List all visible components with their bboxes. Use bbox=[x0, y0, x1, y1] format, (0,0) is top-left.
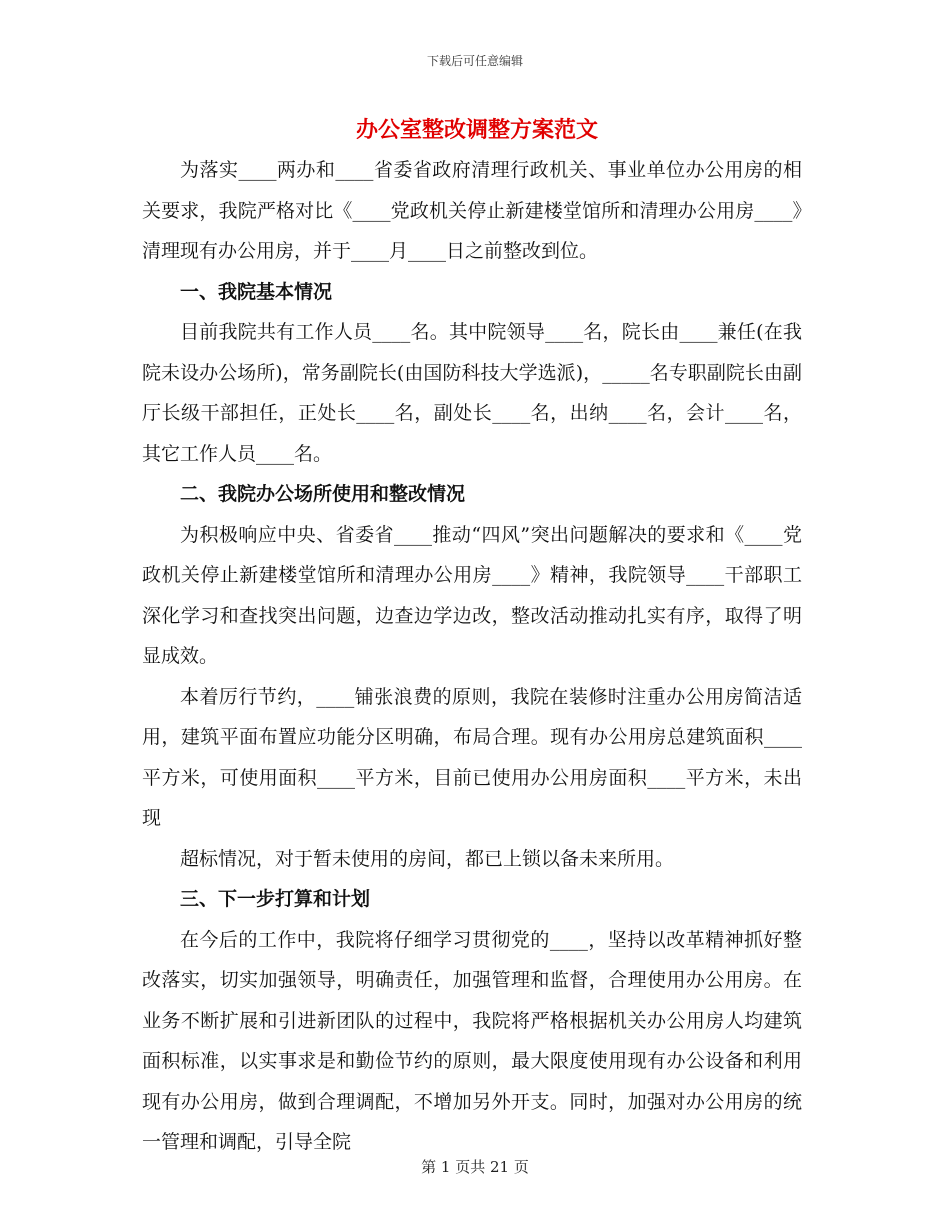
paragraph-basic-info: 目前我院共有工作人员____名。其中院领导____名，院长由____兼任(在我院未设办公场所)，常务副院长(由国防科技大学选派)，_____名专职副院长由副厅长级干部担任，正处长____名，副处长____名，出纳____名，会计____名，其它工作人员____名。 bbox=[142, 321, 802, 465]
section-heading-basic-info: 一、我院基本情况 bbox=[180, 280, 333, 303]
section-heading-next-steps: 三、下一步打算和计划 bbox=[180, 888, 371, 910]
intro-paragraph: 为落实____两办和____省委省政府清理行政机关、事业单位办公用房的相关要求，我院严格对比《____党政机关停止新建楼堂馆所和清理办公用房____》清理现有办公用房，并于____月____日之前整改到位。 bbox=[142, 159, 802, 262]
document-body bbox=[142, 112, 802, 1163]
section-heading-office-usage: 二、我院办公场所使用和整改情况 bbox=[180, 483, 466, 505]
paragraph-next-steps: 在今后的工作中，我院将仔细学习贯彻党的____，坚持以改革精神抓好整改落实，切实加强领导，明确责任，加强管理和监督，合理使用办公用房。在业务不断扩展和引进新团队的过程中，我院将严格根据机关办公用房人均建筑面积标准，以实事求是和勤俭节约的原则，最大限度使用现有办公设备和利用现有办公用房，做到合理调配，不增加另外开支。同时，加强对办公用房的统一管理和调配，引导全院 bbox=[142, 928, 802, 1153]
page-footer: 第 1 页共 21 页 bbox=[421, 1158, 529, 1176]
paragraph-office-usage-2: 本着厉行节约，____铺张浪费的原则，我院在装修时注重办公用房简洁适用，建筑平面布置应功能分区明确，布局合理。现有办公用房总建筑面积____平方米，可使用面积____平方米，目前已使用办公用房面积____平方米，未出现 bbox=[142, 685, 802, 829]
paragraph-office-usage-1: 为积极响应中央、省委省____推动“四风”突出问题解决的要求和《____党政机关停止新建楼堂馆所和清理办公用房____》精神，我院领导____干部职工深化学习和查找突出问题，边查边学边改，整改活动推动扎实有序，取得了明显成效。 bbox=[142, 523, 802, 667]
document-title: 办公室整改调整方案范文 bbox=[355, 117, 598, 143]
paragraph-office-usage-3: 超标情况，对于暂未使用的房间，都已上锁以备未来所用。 bbox=[180, 847, 675, 870]
page-header: 下载后可任意编辑 bbox=[426, 54, 523, 68]
